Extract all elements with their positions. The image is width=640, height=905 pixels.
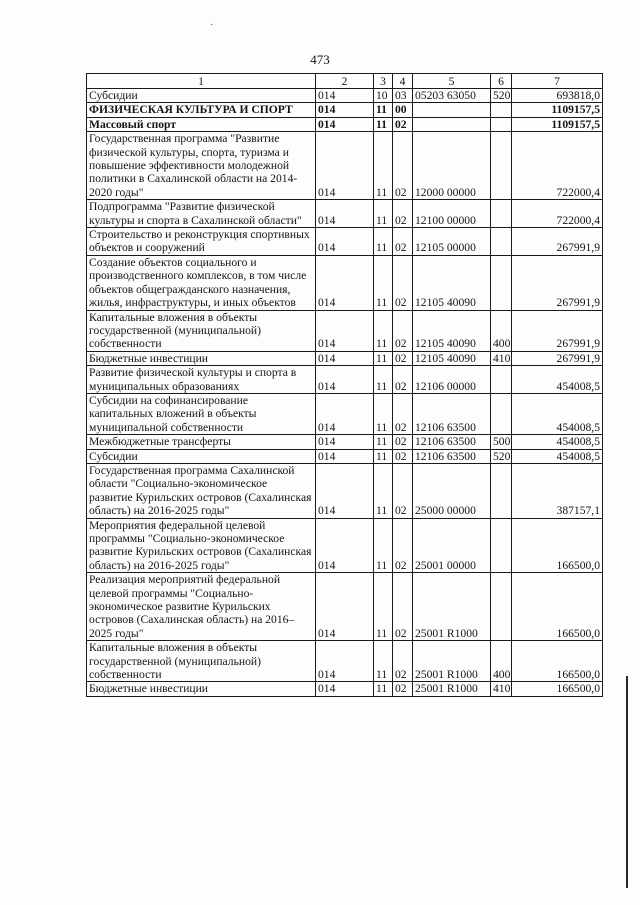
- row-name-cell: Реализация мероприятий федеральной целевой программы "Социально-экономическое развитие Курильских островов (Сахалинская область) на 2016–2025 годы": [87, 573, 316, 641]
- target-article-cell: 12106 63500: [413, 449, 491, 463]
- expense-type-cell: 400: [491, 310, 512, 351]
- expense-type-cell: [491, 573, 512, 641]
- amount-cell: 267991,9: [512, 351, 603, 365]
- table-row: [87, 310, 603, 351]
- row-name-cell: Развитие физической культуры и спорта в муниципальных образованиях: [87, 366, 316, 394]
- subsection-code-cell: 02: [393, 228, 413, 256]
- ministry-code-cell: 014: [316, 518, 374, 573]
- column-header: 2: [316, 74, 374, 89]
- section-code-cell: 11: [374, 310, 393, 351]
- section-code-cell: 11: [374, 200, 393, 228]
- table-row: [87, 255, 603, 310]
- ministry-code-cell: 014: [316, 132, 374, 200]
- subsection-code-cell: 02: [393, 351, 413, 365]
- table-row: [87, 573, 603, 641]
- expense-type-cell: 500: [491, 435, 512, 449]
- row-name-cell: Субсидии на софинансирование капитальных вложений в объекты муниципальной собственности: [87, 393, 316, 434]
- target-article-cell: 12000 00000: [413, 132, 491, 200]
- table-row: [87, 117, 603, 131]
- target-article-cell: 25001 R1000: [413, 641, 491, 682]
- page-number: 473: [310, 52, 330, 67]
- table-row: [87, 351, 603, 365]
- row-name-cell: Строительство и реконструкция спортивных объектов и сооружений: [87, 228, 316, 256]
- subsection-code-cell: 02: [393, 117, 413, 131]
- section-code-cell: 11: [374, 132, 393, 200]
- row-name-cell: ФИЗИЧЕСКАЯ КУЛЬТУРА И СПОРТ: [87, 103, 316, 117]
- amount-cell: 166500,0: [512, 682, 603, 696]
- ministry-code-cell: 014: [316, 103, 374, 117]
- ministry-code-cell: 014: [316, 573, 374, 641]
- subsection-code-cell: 02: [393, 449, 413, 463]
- expense-type-cell: [491, 463, 512, 518]
- amount-cell: 454008,5: [512, 366, 603, 394]
- ministry-code-cell: 014: [316, 641, 374, 682]
- amount-cell: 267991,9: [512, 228, 603, 256]
- ministry-code-cell: 014: [316, 200, 374, 228]
- expense-type-cell: [491, 518, 512, 573]
- target-article-cell: 12100 00000: [413, 200, 491, 228]
- target-article-cell: 25001 00000: [413, 518, 491, 573]
- budget-table-container: [86, 73, 602, 697]
- subsection-code-cell: 02: [393, 435, 413, 449]
- ministry-code-cell: 014: [316, 228, 374, 256]
- amount-cell: 454008,5: [512, 393, 603, 434]
- table-row: [87, 228, 603, 256]
- expense-type-cell: [491, 255, 512, 310]
- target-article-cell: 12105 40090: [413, 351, 491, 365]
- target-article-cell: 12105 00000: [413, 228, 491, 256]
- column-header: 7: [512, 74, 603, 89]
- expense-type-cell: [491, 393, 512, 434]
- amount-cell: 267991,9: [512, 255, 603, 310]
- ministry-code-cell: 014: [316, 310, 374, 351]
- expense-type-cell: 410: [491, 351, 512, 365]
- expense-type-cell: [491, 132, 512, 200]
- amount-cell: 454008,5: [512, 435, 603, 449]
- subsection-code-cell: 02: [393, 573, 413, 641]
- section-code-cell: 11: [374, 103, 393, 117]
- section-code-cell: 11: [374, 228, 393, 256]
- target-article-cell: 25001 R1000: [413, 682, 491, 696]
- table-row: [87, 103, 603, 117]
- subsection-code-cell: 02: [393, 518, 413, 573]
- expense-type-cell: [491, 228, 512, 256]
- amount-cell: 693818,0: [512, 89, 603, 103]
- table-row: [87, 435, 603, 449]
- subsection-code-cell: 02: [393, 463, 413, 518]
- expense-type-cell: 400: [491, 641, 512, 682]
- table-row: [87, 449, 603, 463]
- section-code-cell: 11: [374, 393, 393, 434]
- section-code-cell: 11: [374, 682, 393, 696]
- header-row: [87, 74, 603, 89]
- target-article-cell: 12106 63500: [413, 393, 491, 434]
- subsection-code-cell: 02: [393, 310, 413, 351]
- table-row: [87, 518, 603, 573]
- ministry-code-cell: 014: [316, 351, 374, 365]
- target-article-cell: [413, 103, 491, 117]
- expense-type-cell: [491, 117, 512, 131]
- amount-cell: 1109157,5: [512, 103, 603, 117]
- ministry-code-cell: 014: [316, 366, 374, 394]
- section-code-cell: 11: [374, 573, 393, 641]
- scan-speck: ·: [210, 20, 214, 31]
- expense-type-cell: [491, 103, 512, 117]
- target-article-cell: [413, 117, 491, 131]
- budget-table: [86, 73, 603, 697]
- table-row: [87, 132, 603, 200]
- section-code-cell: 11: [374, 463, 393, 518]
- ministry-code-cell: 014: [316, 682, 374, 696]
- expense-type-cell: 520: [491, 449, 512, 463]
- amount-cell: 166500,0: [512, 573, 603, 641]
- section-code-cell: 10: [374, 89, 393, 103]
- amount-cell: 1109157,5: [512, 117, 603, 131]
- expense-type-cell: 410: [491, 682, 512, 696]
- section-code-cell: 11: [374, 518, 393, 573]
- section-code-cell: 11: [374, 641, 393, 682]
- row-name-cell: Межбюджетные трансферты: [87, 435, 316, 449]
- row-name-cell: Подпрограмма "Развитие физической культуры и спорта в Сахалинской области": [87, 200, 316, 228]
- ministry-code-cell: 014: [316, 89, 374, 103]
- amount-cell: 267991,9: [512, 310, 603, 351]
- table-row: [87, 366, 603, 394]
- subsection-code-cell: 03: [393, 89, 413, 103]
- target-article-cell: 25000 00000: [413, 463, 491, 518]
- expense-type-cell: [491, 200, 512, 228]
- section-code-cell: 11: [374, 435, 393, 449]
- row-name-cell: Мероприятия федеральной целевой программы "Социально-экономическое развитие Курильских островов (Сахалинская область) на 2016-2025 годы": [87, 518, 316, 573]
- row-name-cell: Создание объектов социального и производственного комплексов, в том числе объектов общегражданского назначения, жилья, инфраструктуры, и иных объектов: [87, 255, 316, 310]
- subsection-code-cell: 02: [393, 200, 413, 228]
- row-name-cell: Бюджетные инвестиции: [87, 682, 316, 696]
- section-code-cell: 11: [374, 255, 393, 310]
- subsection-code-cell: 02: [393, 393, 413, 434]
- table-row: [87, 393, 603, 434]
- table-body: [87, 89, 603, 697]
- row-name-cell: Капитальные вложения в объекты государственной (муниципальной) собственности: [87, 310, 316, 351]
- row-name-cell: Капитальные вложения в объекты государственной (муниципальной) собственности: [87, 641, 316, 682]
- section-code-cell: 11: [374, 366, 393, 394]
- subsection-code-cell: 02: [393, 641, 413, 682]
- column-header: 1: [87, 74, 316, 89]
- row-name-cell: Государственная программа Сахалинской области "Социально-экономическое развитие Курильских островов (Сахалинская область) на 2016-2025 годы": [87, 463, 316, 518]
- subsection-code-cell: 02: [393, 255, 413, 310]
- section-code-cell: 11: [374, 351, 393, 365]
- row-name-cell: Государственная программа "Развитие физической культуры, спорта, туризма и повышение эффективности молодежной политики в Сахалинской области на 2014-2020 годы": [87, 132, 316, 200]
- ministry-code-cell: 014: [316, 393, 374, 434]
- section-code-cell: 11: [374, 117, 393, 131]
- ministry-code-cell: 014: [316, 463, 374, 518]
- ministry-code-cell: 014: [316, 449, 374, 463]
- row-name-cell: Массовый спорт: [87, 117, 316, 131]
- target-article-cell: 12106 63500: [413, 435, 491, 449]
- table-row: [87, 682, 603, 696]
- target-article-cell: 12105 40090: [413, 310, 491, 351]
- table-row: [87, 463, 603, 518]
- target-article-cell: 05203 63050: [413, 89, 491, 103]
- amount-cell: 454008,5: [512, 449, 603, 463]
- ministry-code-cell: 014: [316, 255, 374, 310]
- section-code-cell: 11: [374, 449, 393, 463]
- subsection-code-cell: 02: [393, 366, 413, 394]
- ministry-code-cell: 014: [316, 435, 374, 449]
- expense-type-cell: [491, 366, 512, 394]
- table-row: [87, 641, 603, 682]
- amount-cell: 166500,0: [512, 641, 603, 682]
- target-article-cell: 12105 40090: [413, 255, 491, 310]
- subsection-code-cell: 02: [393, 682, 413, 696]
- subsection-code-cell: 00: [393, 103, 413, 117]
- column-header: 4: [393, 74, 413, 89]
- column-header: 6: [491, 74, 512, 89]
- amount-cell: 722000,4: [512, 200, 603, 228]
- ministry-code-cell: 014: [316, 117, 374, 131]
- amount-cell: 722000,4: [512, 132, 603, 200]
- row-name-cell: Субсидии: [87, 89, 316, 103]
- scan-edge-line: [626, 676, 628, 888]
- target-article-cell: 12106 00000: [413, 366, 491, 394]
- row-name-cell: Субсидии: [87, 449, 316, 463]
- column-header: 5: [413, 74, 491, 89]
- column-header: 3: [374, 74, 393, 89]
- amount-cell: 166500,0: [512, 518, 603, 573]
- target-article-cell: 25001 R1000: [413, 573, 491, 641]
- row-name-cell: Бюджетные инвестиции: [87, 351, 316, 365]
- table-row: [87, 200, 603, 228]
- expense-type-cell: 520: [491, 89, 512, 103]
- table-row: [87, 89, 603, 103]
- subsection-code-cell: 02: [393, 132, 413, 200]
- amount-cell: 387157,1: [512, 463, 603, 518]
